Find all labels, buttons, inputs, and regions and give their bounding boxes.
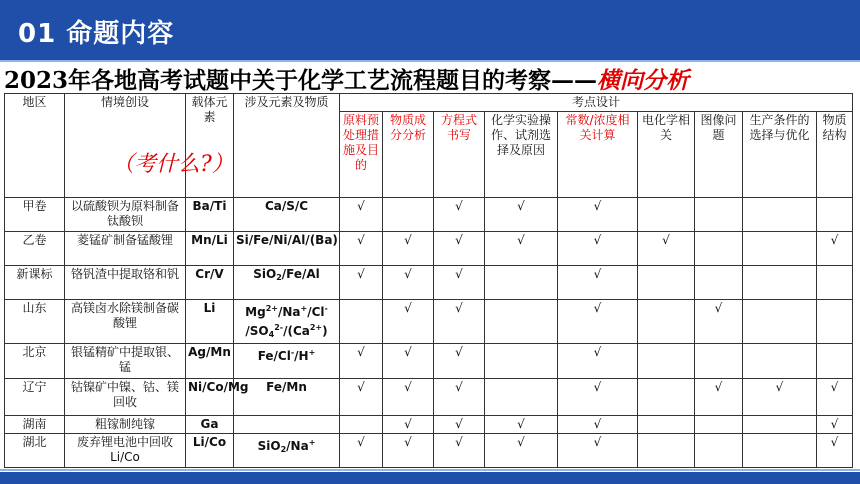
cell-context: 高镁卤水除镁制备碳酸锂 xyxy=(65,300,186,344)
cell-mark: √ xyxy=(340,198,383,232)
cell-context: 铬钒渣中提取铬和钒 xyxy=(65,266,186,300)
cell-mark xyxy=(638,266,695,300)
cell-mark: √ xyxy=(383,379,434,416)
cell-mark: √ xyxy=(558,416,638,434)
cell-mark: √ xyxy=(434,198,485,232)
cell-mark xyxy=(817,198,853,232)
cell-mark: √ xyxy=(340,434,383,468)
cell-carrier: Ga xyxy=(186,416,234,434)
subcol-experiment: 化学实验操作、试剂选择及原因 xyxy=(485,112,558,198)
bottom-bar xyxy=(0,472,860,484)
cell-region: 新课标 xyxy=(5,266,65,300)
cell-region: 湖北 xyxy=(5,434,65,468)
cell-carrier: Ni/Co/Mg xyxy=(186,379,234,416)
question-note: （考什么?） xyxy=(112,152,234,177)
cell-region: 辽宁 xyxy=(5,379,65,416)
slide-title: 01 命题内容 xyxy=(18,19,175,49)
cell-mark: √ xyxy=(340,379,383,416)
cell-carrier: Li xyxy=(186,300,234,344)
col-elements-header: 涉及元素及物质 xyxy=(234,94,340,198)
title-bar xyxy=(0,0,860,60)
cell-mark: √ xyxy=(383,232,434,266)
cell-mark xyxy=(638,300,695,344)
cell-elements: SiO$_2$/Na+ xyxy=(234,434,340,468)
cell-mark: √ xyxy=(485,416,558,434)
cell-mark xyxy=(743,198,817,232)
cell-mark: √ xyxy=(485,198,558,232)
cell-mark xyxy=(638,198,695,232)
cell-mark: √ xyxy=(817,232,853,266)
cell-mark xyxy=(485,300,558,344)
cell-mark xyxy=(817,266,853,300)
cell-mark xyxy=(638,434,695,468)
cell-mark: √ xyxy=(434,266,485,300)
cell-mark: √ xyxy=(817,416,853,434)
cell-mark xyxy=(695,266,743,300)
table-row xyxy=(5,416,853,434)
col-region-header: 地区 xyxy=(5,94,65,198)
table-row xyxy=(5,232,853,266)
cell-mark: √ xyxy=(340,232,383,266)
cell-mark: √ xyxy=(558,379,638,416)
cell-mark: √ xyxy=(434,300,485,344)
cell-mark xyxy=(817,300,853,344)
cell-mark xyxy=(638,379,695,416)
cell-mark: √ xyxy=(743,379,817,416)
heading-main: 2023年各地高考试题中关于化学工艺流程题目的考察—— xyxy=(4,67,598,94)
cell-mark xyxy=(638,344,695,379)
cell-mark: √ xyxy=(383,266,434,300)
cell-mark xyxy=(743,232,817,266)
cell-region: 甲卷 xyxy=(5,198,65,232)
cell-mark: √ xyxy=(638,232,695,266)
cell-context: 银锰精矿中提取银、锰 xyxy=(65,344,186,379)
cell-mark: √ xyxy=(434,434,485,468)
cell-mark: √ xyxy=(817,379,853,416)
cell-mark xyxy=(743,344,817,379)
cell-mark xyxy=(743,300,817,344)
table-row xyxy=(5,266,853,300)
cell-context: 粗镓制纯镓 xyxy=(65,416,186,434)
cell-mark: √ xyxy=(434,416,485,434)
cell-mark xyxy=(340,300,383,344)
cell-context: 菱锰矿制备锰酸锂 xyxy=(65,232,186,266)
subcol-calculation: 常数/浓度相关计算 xyxy=(558,112,638,198)
cell-carrier: Li/Co xyxy=(186,434,234,468)
cell-mark xyxy=(695,434,743,468)
cell-carrier: Cr/V xyxy=(186,266,234,300)
cell-region: 乙卷 xyxy=(5,232,65,266)
subcol-electrochem: 电化学相关 xyxy=(638,112,695,198)
cell-mark: √ xyxy=(434,344,485,379)
table-row xyxy=(5,379,853,416)
cell-carrier: Mn/Li xyxy=(186,232,234,266)
cell-context: 钴镍矿中镍、钴、镁回收 xyxy=(65,379,186,416)
cell-mark xyxy=(817,344,853,379)
cell-mark: √ xyxy=(383,416,434,434)
cell-mark xyxy=(695,198,743,232)
cell-carrier: Ag/Mn xyxy=(186,344,234,379)
table-row xyxy=(5,344,853,379)
cell-mark: √ xyxy=(558,434,638,468)
subcol-pretreatment: 原料预处理措施及目的 xyxy=(340,112,383,198)
cell-mark: √ xyxy=(817,434,853,468)
cell-elements xyxy=(234,416,340,434)
col-points-header: 考点设计 xyxy=(340,94,853,112)
cell-mark xyxy=(638,416,695,434)
cell-mark: √ xyxy=(695,300,743,344)
cell-elements: $Mg^{2+}/Na^+/Cl^-$ $/SO_4^{2-}/(Ca^{2+})$ xyxy=(234,300,340,344)
cell-mark: √ xyxy=(558,198,638,232)
cell-mark: √ xyxy=(340,266,383,300)
table-heading xyxy=(4,62,854,92)
cell-mark: √ xyxy=(485,232,558,266)
col-carrier-header: 载体元素 xyxy=(186,94,234,198)
table-row xyxy=(5,198,853,232)
table-row xyxy=(5,300,853,344)
cell-mark xyxy=(340,416,383,434)
cell-mark xyxy=(485,344,558,379)
heading-accent: 横向分析 xyxy=(597,67,690,94)
cell-region: 北京 xyxy=(5,344,65,379)
cell-context: 以硫酸钡为原料制备钛酸钡 xyxy=(65,198,186,232)
cell-mark: √ xyxy=(558,300,638,344)
cell-carrier: Ba/Ti xyxy=(186,198,234,232)
cell-mark: √ xyxy=(340,344,383,379)
cell-region: 山东 xyxy=(5,300,65,344)
col-context-header: 情境创设 xyxy=(65,94,186,198)
cell-mark xyxy=(485,379,558,416)
bottom-stripe xyxy=(0,469,860,471)
cell-elements: Fe/Cl-/H+ xyxy=(234,344,340,379)
cell-mark: √ xyxy=(383,434,434,468)
subcol-structure: 物质结构 xyxy=(817,112,853,198)
subcol-graph: 图像问题 xyxy=(695,112,743,198)
cell-region: 湖南 xyxy=(5,416,65,434)
cell-mark: √ xyxy=(695,379,743,416)
cell-elements: SiO$_2$/Fe/Al xyxy=(234,266,340,300)
cell-mark xyxy=(695,344,743,379)
subcol-composition: 物质成分分析 xyxy=(383,112,434,198)
cell-mark xyxy=(485,266,558,300)
cell-mark: √ xyxy=(558,266,638,300)
cell-mark xyxy=(743,434,817,468)
table-row xyxy=(5,434,853,468)
cell-mark: √ xyxy=(434,379,485,416)
cell-mark: √ xyxy=(434,232,485,266)
cell-mark: √ xyxy=(485,434,558,468)
cell-elements: Ca/S/C xyxy=(234,198,340,232)
cell-mark: √ xyxy=(558,232,638,266)
cell-context: 废弃锂电池中回收Li/Co xyxy=(65,434,186,468)
header-row-1 xyxy=(5,94,853,112)
cell-mark xyxy=(695,232,743,266)
cell-mark xyxy=(383,198,434,232)
cell-mark xyxy=(743,416,817,434)
cell-mark xyxy=(695,416,743,434)
cell-mark: √ xyxy=(383,300,434,344)
subcol-conditions: 生产条件的选择与优化 xyxy=(743,112,817,198)
cell-mark: √ xyxy=(383,344,434,379)
cell-elements: Si/Fe/Ni/Al/(Ba) xyxy=(234,232,340,266)
cell-elements: Fe/Mn xyxy=(234,379,340,416)
subcol-equation: 方程式书写 xyxy=(434,112,485,198)
cell-mark: √ xyxy=(558,344,638,379)
cell-mark xyxy=(743,266,817,300)
